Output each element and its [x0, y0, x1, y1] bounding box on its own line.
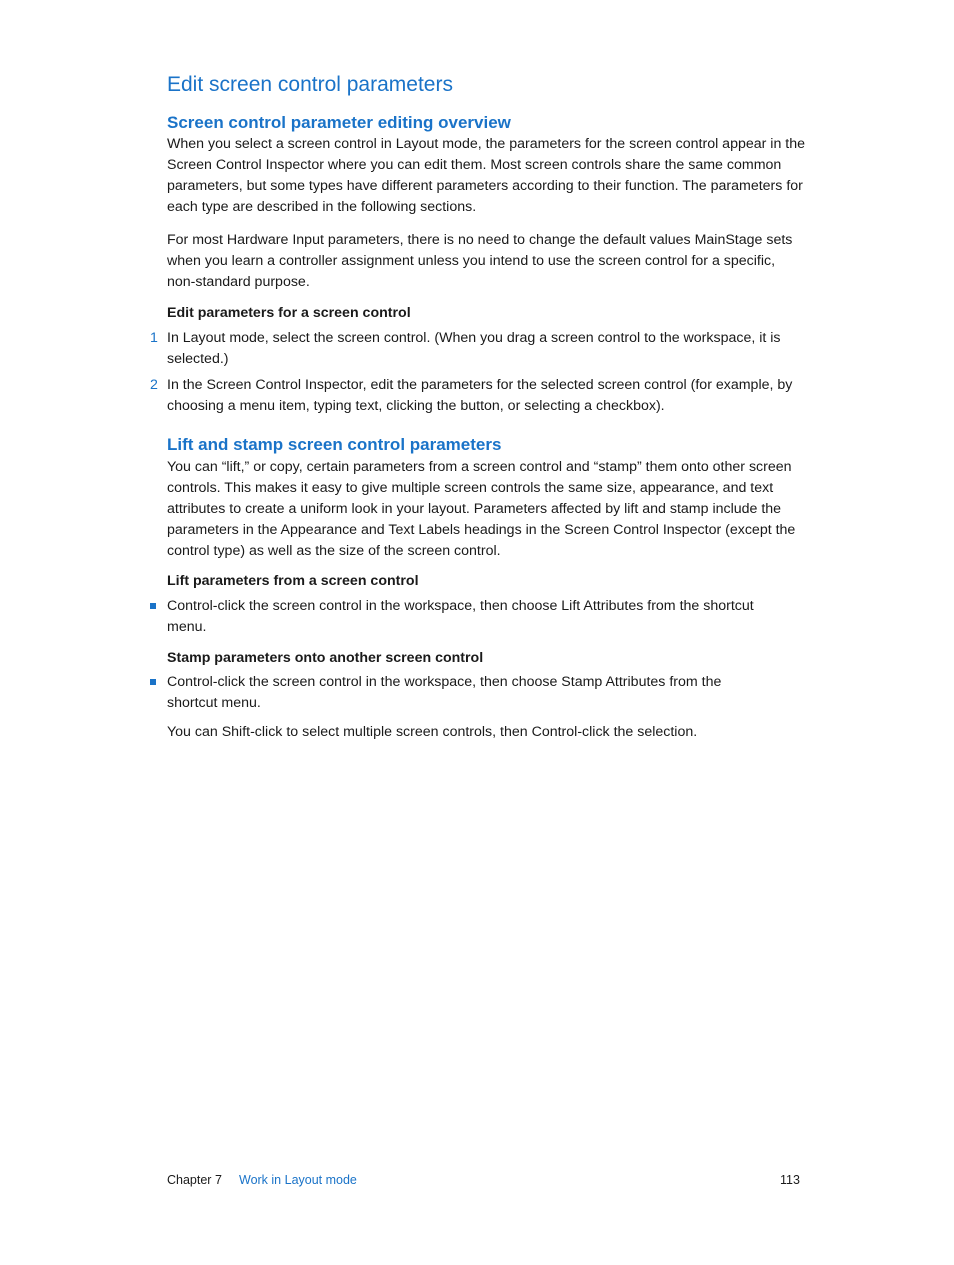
step-number: 1	[150, 330, 158, 346]
lift-stamp-paragraph: You can “lift,” or copy, certain parameters from a screen control and “stamp” them onto other screen controls. This makes it easy to give multiple screen controls the same size, appearance, and text attributes to create a uniform look in your layout. Parameters affected by lift and stamp include the parameters in the Appearance and Text Labels headings in the Screen Control Inspector (except the control type) as well as the size of the screen control.	[167, 459, 796, 559]
task-title-lift: Lift parameters from a screen control	[167, 573, 419, 589]
bullet-text: Control-click the screen control in the workspace, then choose Stamp Attributes from the shortcut menu.	[167, 674, 722, 711]
bullet-text: Control-click the screen control in the workspace, then choose Lift Attributes from the shortcut menu.	[167, 598, 754, 635]
square-bullet-icon	[150, 679, 156, 685]
square-bullet-icon	[150, 603, 156, 609]
task-title-edit-parameters: Edit parameters for a screen control	[167, 305, 411, 321]
overview-paragraph-1: When you select a screen control in Layout mode, the parameters for the screen control appear in the Screen Control Inspector where you can edit them. Most screen controls share the same common parameters, but some types have different parameters according to their function. The parameters for each type are described in the following sections.	[167, 136, 806, 215]
step-text: In Layout mode, select the screen control. (When you drag a screen control to the workspace, it is selected.)	[167, 330, 781, 367]
step-number: 2	[150, 377, 158, 393]
section-heading-lift-stamp: Lift and stamp screen control parameters	[167, 435, 502, 454]
step-text: In the Screen Control Inspector, edit the parameters for the selected screen control (for example, by choosing a menu item, typing text, clicking the button, or selecting a checkbox).	[167, 377, 793, 414]
footer-page-number: 113	[780, 1173, 800, 1187]
page-title: Edit screen control parameters	[167, 73, 453, 96]
shift-click-note: You can Shift-click to select multiple screen controls, then Control-click the selection.	[167, 724, 698, 740]
footer-chapter-label: Chapter 7	[167, 1173, 222, 1187]
task-title-stamp: Stamp parameters onto another screen control	[167, 650, 484, 666]
overview-paragraph-2: For most Hardware Input parameters, there is no need to change the default values MainStage sets when you learn a controller assignment unless you intend to use the screen control for a specific, non-standard purpose.	[167, 232, 793, 290]
footer-chapter-title-link[interactable]: Work in Layout mode	[239, 1173, 357, 1187]
section-heading-overview: Screen control parameter editing overview	[167, 113, 511, 132]
